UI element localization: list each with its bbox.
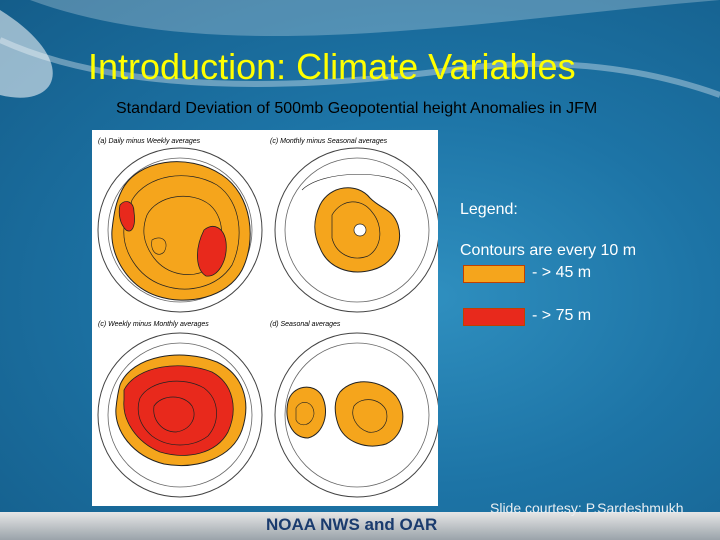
contour-map-figure xyxy=(92,130,438,506)
panel-c-label: (c) Weekly minus Monthly averages xyxy=(98,321,209,328)
slide-credit: Slide courtesy: P.Sardeshmukh xyxy=(490,500,684,516)
panel-a-label: (a) Daily minus Weekly averages xyxy=(98,138,201,145)
slide-subtitle: Standard Deviation of 500mb Geopotential height Anomalies in JFM xyxy=(116,100,598,117)
legend-contour-note: Contours are every 10 m xyxy=(460,242,637,259)
slide-title: Introduction: Climate Variables xyxy=(88,46,576,87)
footer-org-text: NOAA NWS and OAR xyxy=(266,515,438,534)
panel-c xyxy=(98,321,262,497)
contour-maps xyxy=(92,130,438,506)
panel-a xyxy=(98,138,262,312)
legend-swatch-orange xyxy=(463,265,525,283)
panel-b xyxy=(270,138,438,312)
panel-d-label: (d) Seasonal averages xyxy=(270,321,341,328)
panel-b-label: (c) Monthly minus Seasonal averages xyxy=(270,138,388,145)
legend-title: Legend: xyxy=(460,201,518,218)
panel-d xyxy=(270,321,438,497)
legend-item-label-75: - > 75 m xyxy=(532,307,592,324)
legend-item-label-45: - > 45 m xyxy=(532,264,592,281)
legend-swatch-red xyxy=(463,308,525,326)
